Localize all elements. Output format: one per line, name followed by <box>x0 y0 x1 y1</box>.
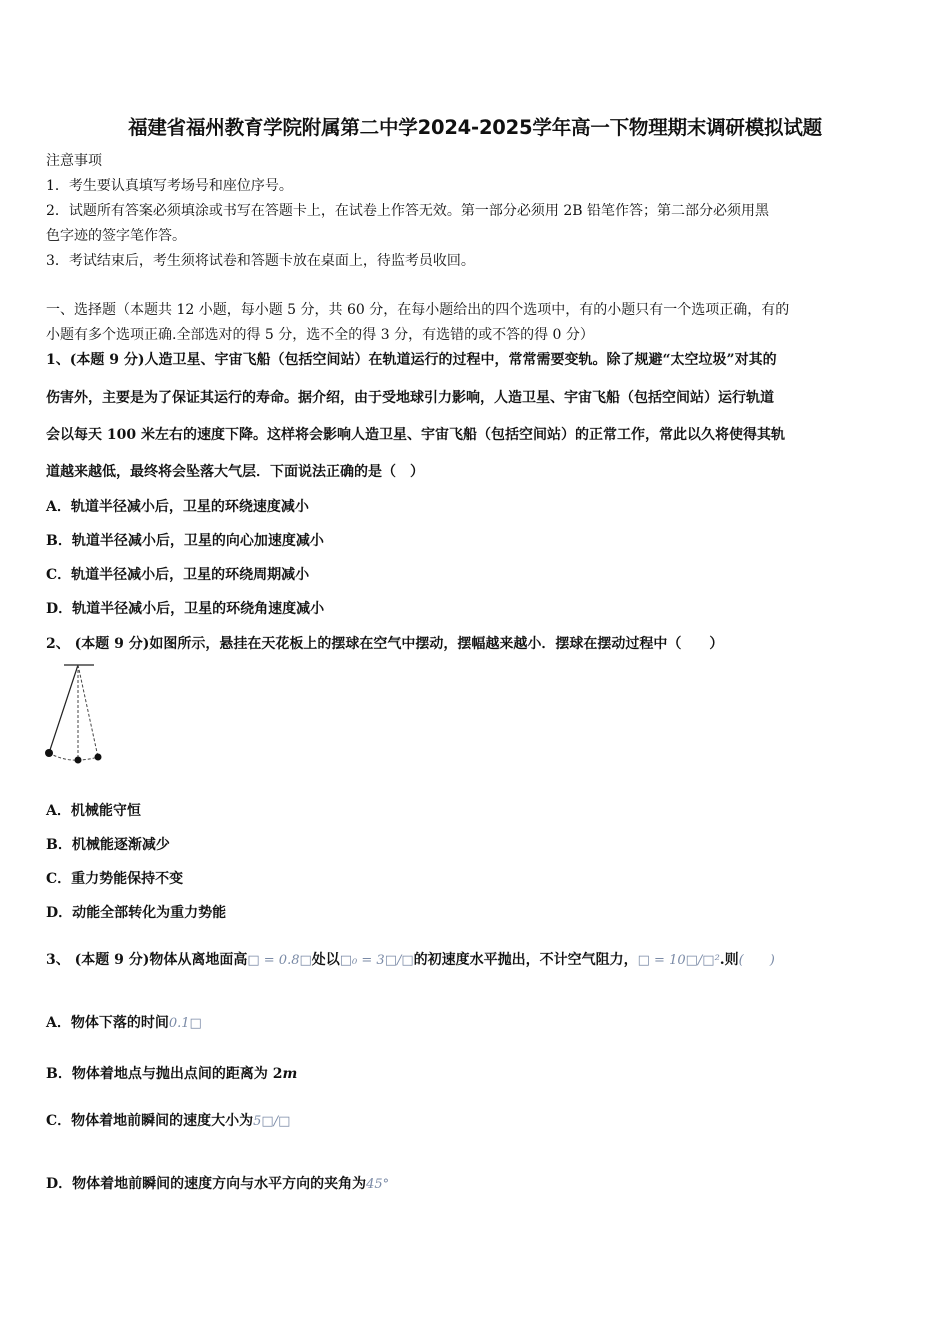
q3-option-c <box>46 1111 290 1132</box>
q3-option-a <box>46 1013 202 1034</box>
q3-option-a-formula: 0.1□ <box>168 1016 202 1031</box>
q2-option-b: B．机械能逐渐减少 <box>46 837 170 853</box>
pendulum-string <box>49 665 78 753</box>
swing-arc <box>49 753 98 760</box>
q2-option-d: D．动能全部转化为重力势能 <box>46 905 227 921</box>
notice-item: 3．考试结束后，考生须将试卷和答题卡放在桌面上，待监考员收回。 <box>46 253 475 269</box>
q1-stem: 道越来越低，最终将会坠落大气层．下面说法正确的是（ ） <box>46 464 424 480</box>
q2-option-a: A．机械能守恒 <box>46 803 141 819</box>
q3-stem-text: 的初速度水平抛出，不计空气阻力， <box>413 952 638 968</box>
q3-formula-velocity: □₀ = 3□/□ <box>339 953 414 968</box>
q3-stem-text: 处以 <box>311 952 340 968</box>
pendulum-dashed-line <box>78 665 98 757</box>
q3-option-b-unit: m <box>282 1066 298 1082</box>
q3-stem-text: 3、 (本题 9 分)物体从离地面高 <box>46 952 248 968</box>
q3-option-d-formula: 45° <box>366 1177 390 1192</box>
page-title: 福建省福州教育学院附属第二中学2024-2025学年高一下物理期末调研模拟试题 <box>128 116 822 139</box>
q3-formula-height: □ = 0.8□ <box>247 953 312 968</box>
section-instructions: 小题有多个选项正确.全部选对的得 5 分，选不全的得 3 分，有选错的或不答的得 0 分） <box>46 327 594 343</box>
q3-answer-bracket: ( ) <box>738 953 775 968</box>
q3-option-c-formula: 5□/□ <box>253 1114 291 1129</box>
q3-stem <box>46 950 775 971</box>
q1-option-b: B．轨道半径减小后，卫星的向心加速度减小 <box>46 533 324 549</box>
section-instructions: 一、选择题（本题共 12 小题，每小题 5 分，共 60 分，在每小题给出的四个选项中，有的小题只有一个选项正确，有的 <box>46 302 790 318</box>
notice-item: 2．试题所有答案必须填涂或书写在答题卡上，在试卷上作答无效。第一部分必须用 2B 铅笔作答；第二部分必须用黑 <box>46 203 769 219</box>
q1-option-a: A．轨道半径减小后，卫星的环绕速度减小 <box>46 499 309 515</box>
q2-stem: 2、 (本题 9 分)如图所示，悬挂在天花板上的摆球在空气中摆动，摆幅越来越小．摆球在摆动过程中（ ） <box>46 636 724 652</box>
q1-option-d: D．轨道半径减小后，卫星的环绕角速度减小 <box>46 601 325 617</box>
notice-item: 色字迹的签字笔作答。 <box>46 228 186 244</box>
q1-option-c: C．轨道半径减小后，卫星的环绕周期减小 <box>46 567 310 583</box>
q3-option-b-text: B．物体着地点与抛出点间的距离为 2 <box>46 1066 283 1082</box>
bob-right <box>95 754 102 761</box>
q3-stem-text: .则 <box>719 952 739 968</box>
q3-formula-gravity: □ = 10□/□² <box>637 953 720 968</box>
q3-option-c-text: C．物体着地前瞬间的速度大小为 <box>46 1113 254 1129</box>
q1-stem: 1、(本题 9 分)人造卫星、宇宙飞船（包括空间站）在轨道运行的过程中，常常需要变轨。除了规避“太空垃圾”对其的 <box>46 352 777 368</box>
q3-option-d <box>46 1174 389 1195</box>
bob-bottom <box>75 757 82 764</box>
notice-item: 1．考生要认真填写考场号和座位序号。 <box>46 178 293 194</box>
bob-left <box>45 749 53 757</box>
q3-option-d-text: D．物体着地前瞬间的速度方向与水平方向的夹角为 <box>46 1176 367 1192</box>
q1-stem: 伤害外，主要是为了保证其运行的寿命。据介绍，由于受地球引力影响，人造卫星、宇宙飞船（包括空间站）运行轨道 <box>46 390 774 406</box>
q1-stem: 会以每天 100 米左右的速度下降。这样将会影响人造卫星、宇宙飞船（包括空间站）的正常工作，常此以久将使得其轨 <box>46 427 785 443</box>
q3-option-a-text: A．物体下落的时间 <box>46 1015 169 1031</box>
q2-option-c: C．重力势能保持不变 <box>46 871 184 887</box>
pendulum-figure <box>40 660 110 770</box>
notice-heading: 注意事项 <box>46 153 102 169</box>
q3-option-b <box>46 1064 297 1084</box>
